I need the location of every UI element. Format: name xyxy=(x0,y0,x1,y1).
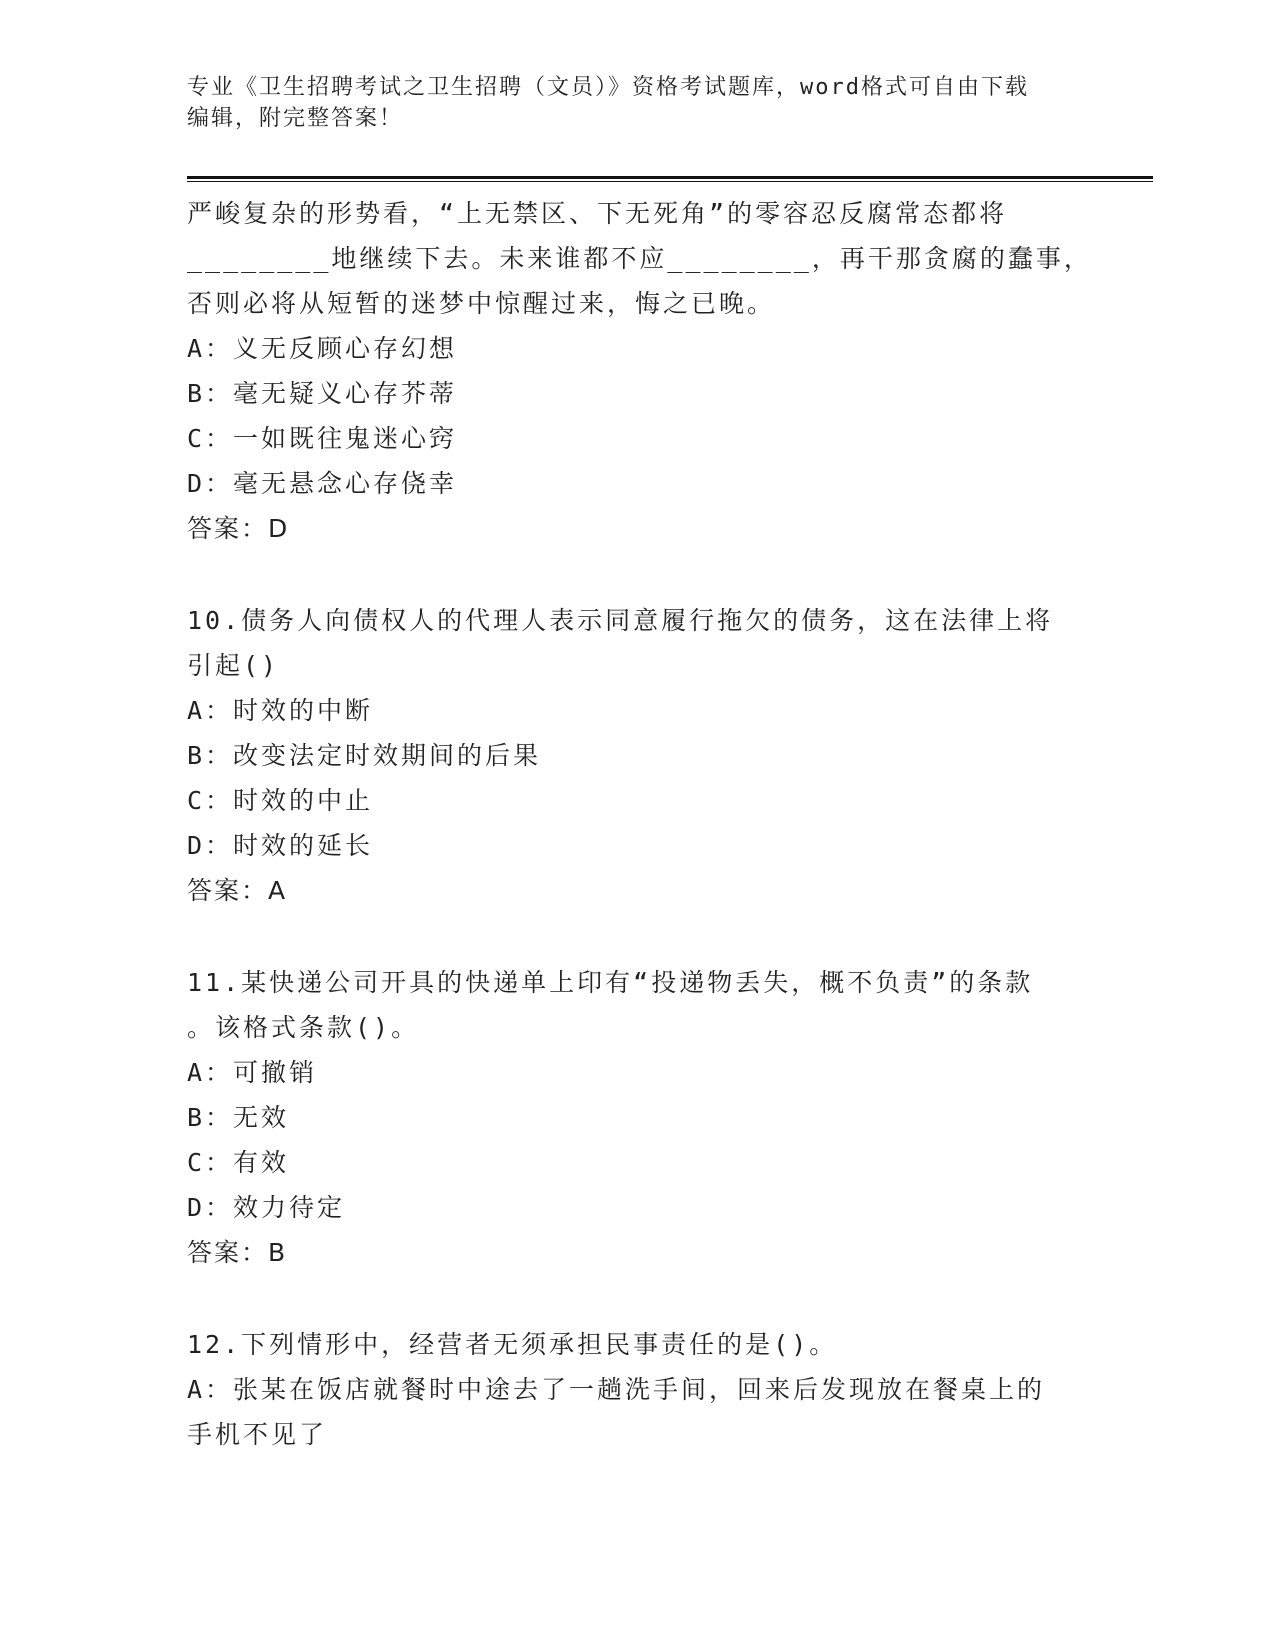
header-divider xyxy=(187,176,1153,182)
answer-line: 答案：A xyxy=(187,876,288,905)
question-stem-line: 严峻复杂的形势看，“上无禁区、下无死角”的零容忍反腐常态都将 xyxy=(187,199,1008,228)
answer-line: 答案：B xyxy=(187,1238,288,1267)
option-b: B：改变法定时效期间的后果 xyxy=(187,741,542,770)
question-stem-line: 否则必将从短暂的迷梦中惊醒过来，悔之已晚。 xyxy=(187,289,776,318)
option-a: A：可撤销 xyxy=(187,1058,318,1087)
option-a: A：张某在饭店就餐时中途去了一趟洗手间，回来后发现放在餐桌上的 xyxy=(187,1375,1046,1404)
question-block xyxy=(187,1322,1147,1457)
option-b: B：毫无疑义心存芥蒂 xyxy=(187,379,458,408)
option-c: C：一如既往鬼迷心窍 xyxy=(187,424,458,453)
question-stem-line: 引起() xyxy=(187,651,280,680)
document-page xyxy=(187,72,1147,1449)
header-divider-thin xyxy=(187,181,1153,182)
header-divider-thick xyxy=(187,176,1153,179)
option-a: A：时效的中断 xyxy=(187,696,374,725)
question-block xyxy=(187,598,1147,913)
question-block xyxy=(187,191,1147,551)
answer-line: 答案：D xyxy=(187,514,290,543)
option-d: D：时效的延长 xyxy=(187,831,374,860)
question-spacer xyxy=(187,913,1147,960)
option-d: D：效力待定 xyxy=(187,1193,346,1222)
option-a: A：义无反顾心存幻想 xyxy=(187,334,458,363)
question-stem-line: 12.下列情形中，经营者无须承担民事责任的是()。 xyxy=(187,1330,838,1359)
question-block xyxy=(187,960,1147,1275)
question-stem-line: 10.债务人向债权人的代理人表示同意履行拖欠的债务，这在法律上将 xyxy=(187,606,1054,635)
document-header-line-2: 编辑，附完整答案！ xyxy=(187,106,404,131)
question-list xyxy=(187,191,1147,1457)
question-stem-line: ________地继续下去。未来谁都不应________，再干那贪腐的蠢事， xyxy=(187,244,1092,273)
option-c: C：有效 xyxy=(187,1148,290,1177)
option-b: B：无效 xyxy=(187,1103,290,1132)
document-header-line-1: 专业《卫生招聘考试之卫生招聘（文员）》资格考试题库，word格式可自由下载 xyxy=(187,75,1029,100)
question-spacer xyxy=(187,1275,1147,1322)
option-a-continued: 手机不见了 xyxy=(187,1420,328,1449)
question-stem-line: 11.某快递公司开具的快递单上印有“投递物丢失，概不负责”的条款 xyxy=(187,968,1034,997)
option-c: C：时效的中止 xyxy=(187,786,374,815)
question-stem-line: 。该格式条款()。 xyxy=(187,1013,420,1042)
question-spacer xyxy=(187,551,1147,598)
option-d: D：毫无悬念心存侥幸 xyxy=(187,469,458,498)
